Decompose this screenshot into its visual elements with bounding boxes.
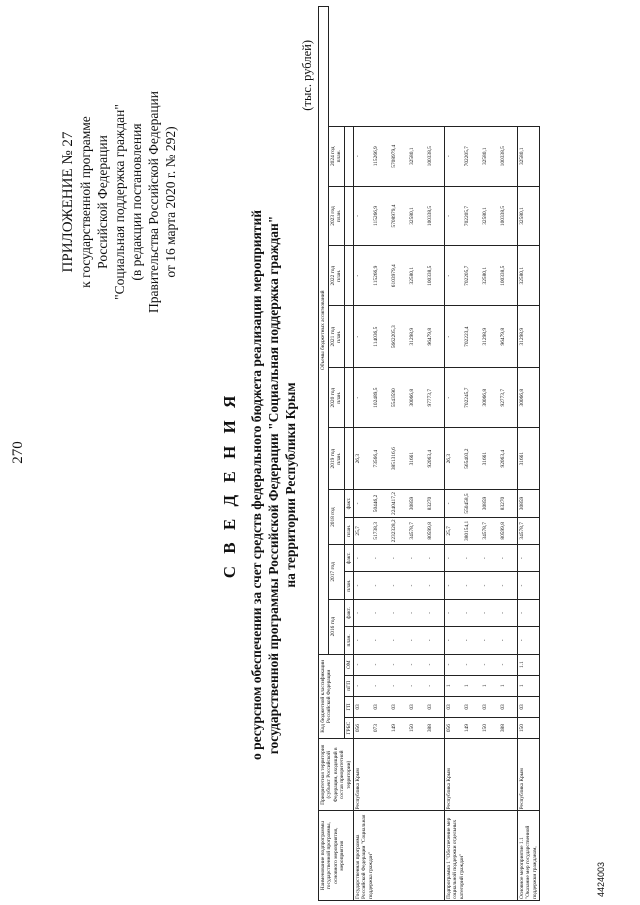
amount-cell: - [408, 545, 426, 572]
header-code-gp: ГП [344, 696, 354, 717]
amount-cell: 30066,8 [518, 368, 540, 428]
amount-cell: - [445, 126, 464, 186]
amount-cell: 114036,5 [372, 306, 390, 368]
code-cell: - [372, 654, 390, 675]
amount-cell: 30859 [408, 490, 426, 517]
program-name-cell: Подпрограмма 1 "Обеспечение мер социальной поддержки отдельных категорий граждан" [445, 811, 518, 901]
amount-cell: 31298,9 [408, 306, 426, 368]
amount-cell: 32580,1 [408, 246, 426, 306]
appendix-line: Правительства Российской Федерации [146, 91, 161, 313]
amount-cell: - [372, 627, 390, 654]
amount-cell: - [445, 246, 464, 306]
code-cell: - [390, 654, 408, 675]
amount-cell: 31298,9 [518, 306, 540, 368]
amount-cell: - [445, 627, 464, 654]
code-cell: 03 [408, 696, 426, 717]
units-label: (тыс. рублей) [300, 40, 314, 111]
header-fact: факт. [344, 545, 354, 572]
amount-cell: 31298,9 [481, 306, 499, 368]
header-year-2023: 2023 год план. [328, 186, 344, 246]
amount-cell: 100338,5 [426, 126, 445, 186]
code-cell: - [354, 675, 373, 696]
amount-cell: 80599,8 [426, 517, 445, 544]
appendix-line: от 16 марта 2020 г. № 292) [163, 126, 178, 278]
code-cell: - [445, 654, 464, 675]
table-row [518, 7, 540, 901]
amount-cell: - [408, 599, 426, 626]
header-year-2024: 2024 год план. [328, 126, 344, 186]
code-cell: 03 [499, 696, 518, 717]
header-code-pgp: пГП [344, 675, 354, 696]
code-cell: 150 [408, 718, 426, 739]
code-cell: - [390, 675, 408, 696]
code-cell: 149 [390, 718, 408, 739]
amount-cell: 34578,7 [408, 517, 426, 544]
amount-cell: - [463, 572, 481, 599]
program-name-cell: Основное мероприятие 1.1 "Оказание мер государственной поддержки гражданам, [518, 811, 540, 901]
table-row [445, 7, 464, 901]
amount-cell: 30859 [481, 490, 499, 517]
amount-cell: - [445, 490, 464, 517]
amount-cell: 32580,1 [481, 186, 499, 246]
amount-cell: 5708979,4 [390, 126, 408, 186]
amount-cell: 565403,2 [463, 428, 481, 490]
amount-cell: - [426, 599, 445, 626]
amount-cell: - [354, 368, 373, 428]
code-cell: 150 [518, 718, 540, 739]
code-cell: 03 [518, 696, 540, 717]
header-plan: план. [344, 627, 354, 654]
header-volumes: Объемы бюджетных ассигнований [319, 7, 329, 655]
amount-cell: 32580,1 [481, 246, 499, 306]
header-code-om: ОМ [344, 654, 354, 675]
amount-cell: - [499, 572, 518, 599]
amount-cell: 73566,4 [372, 428, 390, 490]
amount-cell: - [445, 572, 464, 599]
amount-cell: - [445, 306, 464, 368]
code-cell: 1 [463, 675, 481, 696]
amount-cell: 96479,8 [499, 306, 518, 368]
amount-cell: 25,7 [445, 517, 464, 544]
header-year-2021: 2021 год план. [328, 306, 344, 368]
amount-cell: - [445, 545, 464, 572]
amount-cell: - [426, 572, 445, 599]
amount-cell: 32580,1 [518, 186, 540, 246]
code-cell: 1 [445, 675, 464, 696]
code-cell: 03 [445, 696, 464, 717]
code-cell: 149 [463, 718, 481, 739]
amount-cell: - [445, 186, 464, 246]
amount-cell: - [390, 599, 408, 626]
program-name-cell: Государственная программа Российской Федерации "Социальная поддержка граждан" [354, 811, 445, 901]
amount-cell: - [518, 627, 540, 654]
document-heading [220, 205, 299, 765]
amount-cell: 25,7 [354, 517, 373, 544]
amount-cell: 92063,4 [426, 428, 445, 490]
header-plan: план. [344, 517, 354, 544]
amount-cell: 2232328,2 [390, 517, 408, 544]
header-year-2016: 2016 год [328, 599, 344, 654]
amount-cell: 31661 [481, 428, 499, 490]
code-cell: - [354, 654, 373, 675]
territory-cell: Республика Крым [518, 739, 540, 811]
amount-cell: 3851316,6 [390, 428, 408, 490]
page-number: 270 [10, 441, 26, 464]
code-cell: 03 [426, 696, 445, 717]
amount-cell: - [445, 599, 464, 626]
amount-cell: 5543590 [390, 368, 408, 428]
amount-cell: 26,3 [354, 428, 373, 490]
code-cell: 1 [481, 675, 499, 696]
amount-cell: - [354, 186, 373, 246]
amount-cell: 50446,2 [372, 490, 390, 517]
amount-cell: - [518, 599, 540, 626]
appendix-block [60, 52, 179, 352]
amount-cell: - [354, 126, 373, 186]
appendix-line: к государственной программе [78, 116, 93, 288]
amount-cell: - [390, 545, 408, 572]
code-cell: 03 [372, 696, 390, 717]
amount-cell: - [408, 627, 426, 654]
amount-cell: 32580,1 [408, 126, 426, 186]
header-year-2022: 2022 год план. [328, 246, 344, 306]
amount-cell: 702205,7 [463, 186, 481, 246]
code-cell: 03 [463, 696, 481, 717]
code-cell: 056 [354, 718, 373, 739]
amount-cell: 702245,7 [463, 368, 481, 428]
code-cell: - [463, 654, 481, 675]
amount-cell: 34578,7 [518, 517, 540, 544]
amount-cell: 115266,9 [372, 186, 390, 246]
code-cell: - [426, 675, 445, 696]
code-cell: - [426, 654, 445, 675]
header-code-group: Код бюджетной классификации Российской Федерации [319, 654, 345, 739]
header-plan: план. [344, 572, 354, 599]
table-row [354, 7, 373, 901]
appendix-title: ПРИЛОЖЕНИЕ № 27 [60, 131, 76, 273]
code-cell: 388 [499, 718, 518, 739]
code-cell: 03 [481, 696, 499, 717]
amount-cell: - [463, 627, 481, 654]
code-cell: 03 [354, 696, 373, 717]
amount-cell: - [518, 545, 540, 572]
code-cell: - [408, 675, 426, 696]
amount-cell: 100338,5 [499, 186, 518, 246]
amount-cell: 100338,5 [499, 246, 518, 306]
amount-cell: - [499, 545, 518, 572]
amount-cell: - [499, 627, 518, 654]
header-year-2019: 2019 год план. [328, 428, 344, 490]
amount-cell: - [426, 545, 445, 572]
amount-cell: 550458,5 [463, 490, 481, 517]
amount-cell: 6103979,4 [390, 246, 408, 306]
heading-title: С В Е Д Е Н И Я [220, 391, 239, 579]
amount-cell: 34578,7 [481, 517, 499, 544]
header-name: Наименование подпрограммы государственной программы, основного мероприятия, мероприятия [319, 811, 354, 901]
code-cell: 1 [499, 675, 518, 696]
amount-cell: 100338,5 [426, 246, 445, 306]
amount-cell: 30066,8 [408, 368, 426, 428]
amount-cell: - [390, 627, 408, 654]
header-code-grbs: ГРБС [344, 718, 354, 739]
amount-cell: - [463, 545, 481, 572]
code-cell: 1 [518, 675, 540, 696]
document-stamp: 4424003 [596, 861, 606, 897]
code-cell: - [481, 654, 499, 675]
amount-cell: - [354, 627, 373, 654]
header-fact: факт. [344, 490, 354, 517]
heading-line: о ресурсном обеспечении за счет средств федерального бюджета реализации мероприятий [249, 210, 264, 760]
amount-cell: 51738,3 [372, 517, 390, 544]
amount-cell: - [518, 572, 540, 599]
amount-cell: 2240417,2 [390, 490, 408, 517]
table-body [354, 7, 540, 901]
code-cell: 150 [481, 718, 499, 739]
amount-cell: 83270 [499, 490, 518, 517]
header-year-2017: 2017 год [328, 545, 344, 600]
appendix-line: (в редакции постановления [129, 123, 144, 281]
amount-cell: - [354, 599, 373, 626]
amount-cell: 702205,7 [463, 246, 481, 306]
amount-cell: 31661 [518, 428, 540, 490]
amount-cell: - [372, 545, 390, 572]
amount-cell: 702205,7 [463, 126, 481, 186]
header-territory: Приоритетная территория (субъект Российской Федерации, входящий в состав приоритетной территории) [319, 739, 354, 811]
code-cell: 073 [372, 718, 390, 739]
code-cell: - [408, 654, 426, 675]
heading-line: государственной программы Российской Федерации "Социальная поддержка граждан" [266, 215, 281, 755]
amount-cell: 100338,5 [499, 126, 518, 186]
amount-cell: - [408, 572, 426, 599]
amount-cell: 32580,1 [518, 246, 540, 306]
amount-cell: 30066,8 [481, 368, 499, 428]
amount-cell: - [354, 490, 373, 517]
header-year-2020: 2020 год план. [328, 368, 344, 428]
amount-cell: - [354, 306, 373, 368]
amount-cell: 32580,1 [481, 126, 499, 186]
amount-cell: - [481, 627, 499, 654]
amount-cell: - [354, 545, 373, 572]
amount-cell: - [481, 572, 499, 599]
territory-cell: Республика Крым [354, 739, 445, 811]
amount-cell: - [445, 368, 464, 428]
amount-cell: 5662205,3 [390, 306, 408, 368]
amount-cell: 32580,1 [408, 186, 426, 246]
amount-cell: 30859 [518, 490, 540, 517]
amount-cell: - [481, 545, 499, 572]
amount-cell: - [463, 599, 481, 626]
amount-cell: 102489,5 [372, 368, 390, 428]
header-year-2018: 2018 год [328, 490, 344, 545]
heading-line: на территории Республики Крым [283, 382, 298, 588]
amount-cell: 5708979,4 [390, 186, 408, 246]
amount-cell: - [499, 599, 518, 626]
amount-cell: 83270 [426, 490, 445, 517]
header-fact: факт. [344, 599, 354, 626]
amount-cell: 31661 [408, 428, 426, 490]
amount-cell: 380154,1 [463, 517, 481, 544]
amount-cell: 97773,7 [426, 368, 445, 428]
amount-cell: 32580,1 [518, 126, 540, 186]
appendix-line: "Социальная поддержка граждан" [112, 104, 127, 300]
amount-cell: - [372, 572, 390, 599]
amount-cell: - [354, 572, 373, 599]
territory-cell: Республика Крым [445, 739, 518, 811]
amount-cell: 92773,7 [499, 368, 518, 428]
amount-cell: - [354, 246, 373, 306]
amount-cell: 96479,8 [426, 306, 445, 368]
amount-cell: - [390, 572, 408, 599]
code-cell: 03 [390, 696, 408, 717]
code-cell: 1.1 [518, 654, 540, 675]
amount-cell: - [481, 599, 499, 626]
amount-cell: - [372, 599, 390, 626]
amount-cell: 702223,4 [463, 306, 481, 368]
code-cell: - [499, 654, 518, 675]
code-cell: - [372, 675, 390, 696]
amount-cell: 115266,9 [372, 126, 390, 186]
appendix-line: Российской Федерации [95, 135, 110, 269]
amount-cell: 100338,5 [426, 186, 445, 246]
code-cell: 388 [426, 718, 445, 739]
code-cell: 056 [445, 718, 464, 739]
amount-cell: 26,3 [445, 428, 464, 490]
amount-cell: 115266,9 [372, 246, 390, 306]
amount-cell: 80599,8 [499, 517, 518, 544]
resource-table [318, 6, 540, 901]
amount-cell: 92063,4 [499, 428, 518, 490]
amount-cell: - [426, 627, 445, 654]
